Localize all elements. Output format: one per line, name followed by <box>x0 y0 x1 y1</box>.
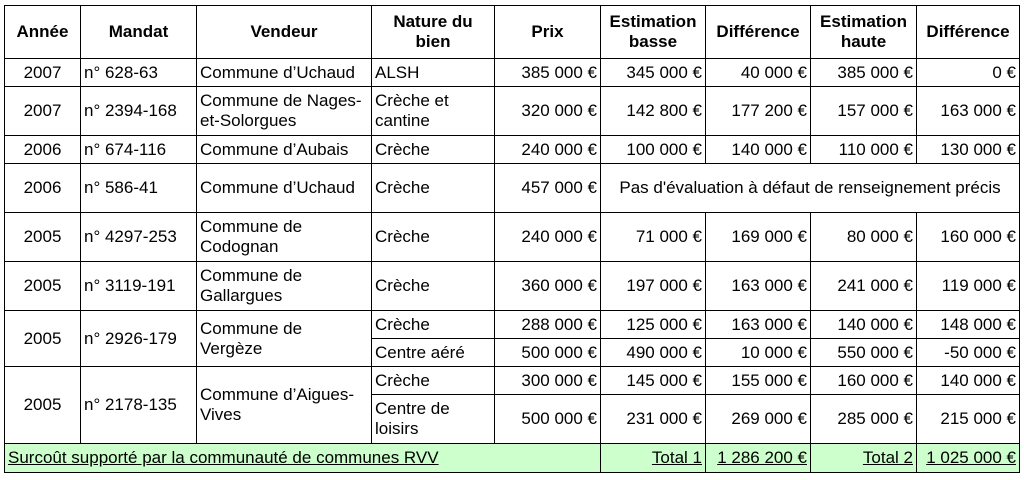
cell-estimation-basse: 231 000 € <box>601 395 706 444</box>
cell-estimation-haute: 385 000 € <box>811 59 917 87</box>
cell-difference-1: 163 000 € <box>706 311 811 339</box>
cell-prix: 240 000 € <box>495 136 601 164</box>
cell-difference-1: 10 000 € <box>706 339 811 367</box>
cell-nature: ALSH <box>372 59 495 87</box>
cell-difference-2: 215 000 € <box>917 395 1020 444</box>
cell-difference-2: -50 000 € <box>917 339 1020 367</box>
cell-estimation-haute: 110 000 € <box>811 136 917 164</box>
cell-difference-2: 0 € <box>917 59 1020 87</box>
cell-estimation-haute: 160 000 € <box>811 367 917 395</box>
cell-prix: 457 000 € <box>495 164 601 213</box>
cell-difference-1: 163 000 € <box>706 262 811 311</box>
cell-nature: Crèche et cantine <box>372 87 495 136</box>
cell-estimation-basse: 197 000 € <box>601 262 706 311</box>
cell-difference-1: 155 000 € <box>706 367 811 395</box>
cell-estimation-haute: 157 000 € <box>811 87 917 136</box>
cell-vendeur: Commune de Vergèze <box>197 311 372 367</box>
cell-difference-2: 140 000 € <box>917 367 1020 395</box>
cell-mandat: n° 628-63 <box>81 59 197 87</box>
cell-estimation-basse: 345 000 € <box>601 59 706 87</box>
cell-difference-1: 269 000 € <box>706 395 811 444</box>
cell-mandat: n° 3119-191 <box>81 262 197 311</box>
cell-estimation-haute: 140 000 € <box>811 311 917 339</box>
cell-annee: 2005 <box>5 213 81 262</box>
cell-estimation-basse: 490 000 € <box>601 339 706 367</box>
cell-estimation-basse: 145 000 € <box>601 367 706 395</box>
cell-difference-1: 169 000 € <box>706 213 811 262</box>
cell-mandat: n° 586-41 <box>81 164 197 213</box>
cell-annee: 2006 <box>5 136 81 164</box>
cell-estimation-haute: 285 000 € <box>811 395 917 444</box>
cell-prix: 320 000 € <box>495 87 601 136</box>
cell-annee: 2005 <box>5 311 81 367</box>
table-row <box>5 367 1020 395</box>
cell-prix: 385 000 € <box>495 59 601 87</box>
header-estimation-basse: Estimation basse <box>601 6 706 59</box>
cell-estimation-basse: 125 000 € <box>601 311 706 339</box>
cell-prix: 240 000 € <box>495 213 601 262</box>
cell-estimation-basse: 142 800 € <box>601 87 706 136</box>
header-row <box>5 6 1020 59</box>
cell-annee: 2005 <box>5 367 81 444</box>
cell-mandat: n° 2394-168 <box>81 87 197 136</box>
cell-prix: 288 000 € <box>495 311 601 339</box>
cell-nature: Crèche <box>372 262 495 311</box>
cell-nature: Crèche <box>372 311 495 339</box>
cell-difference-1: 40 000 € <box>706 59 811 87</box>
cell-difference-2: 119 000 € <box>917 262 1020 311</box>
cell-prix: 500 000 € <box>495 395 601 444</box>
footer-label: Surcoût supporté par la communauté de communes RVV <box>5 444 601 473</box>
cell-difference-1: 140 000 € <box>706 136 811 164</box>
cell-nature: Crèche <box>372 367 495 395</box>
cell-difference-2: 130 000 € <box>917 136 1020 164</box>
table-row <box>5 87 1020 136</box>
cell-mandat: n° 2178-135 <box>81 367 197 444</box>
table-row <box>5 213 1020 262</box>
cell-prix: 360 000 € <box>495 262 601 311</box>
total-2-label: Total 2 <box>811 444 917 473</box>
cell-estimation-haute: 80 000 € <box>811 213 917 262</box>
cell-estimation-basse: 100 000 € <box>601 136 706 164</box>
cell-difference-2: 163 000 € <box>917 87 1020 136</box>
table-row <box>5 262 1020 311</box>
cell-vendeur: Commune de Nages-et-Solorgues <box>197 87 372 136</box>
cell-estimation-haute: 241 000 € <box>811 262 917 311</box>
cell-vendeur: Commune de Gallargues <box>197 262 372 311</box>
cell-prix: 500 000 € <box>495 339 601 367</box>
header-mandat: Mandat <box>81 6 197 59</box>
cell-nature: Centre de loisirs <box>372 395 495 444</box>
table-row <box>5 136 1020 164</box>
footer-row <box>5 444 1020 473</box>
surcout-table <box>4 5 1020 473</box>
cell-nature: Crèche <box>372 136 495 164</box>
table-row <box>5 164 1020 213</box>
cell-vendeur: Commune d’Aubais <box>197 136 372 164</box>
cell-estimation-haute: 550 000 € <box>811 339 917 367</box>
cell-annee: 2007 <box>5 87 81 136</box>
cell-vendeur: Commune d’Uchaud <box>197 164 372 213</box>
cell-annee: 2005 <box>5 262 81 311</box>
cell-nature: Crèche <box>372 213 495 262</box>
header-annee: Année <box>5 6 81 59</box>
total-2-value: 1 025 000 € <box>917 444 1020 473</box>
cell-mandat: n° 2926-179 <box>81 311 197 367</box>
table-row <box>5 311 1020 339</box>
cell-estimation-basse: 71 000 € <box>601 213 706 262</box>
cell-annee: 2006 <box>5 164 81 213</box>
header-prix: Prix <box>495 6 601 59</box>
cell-annee: 2007 <box>5 59 81 87</box>
header-difference-1: Différence <box>706 6 811 59</box>
cell-nature: Crèche <box>372 164 495 213</box>
table-row <box>5 59 1020 87</box>
cell-nature: Centre aéré <box>372 339 495 367</box>
header-estimation-haute: Estimation haute <box>811 6 917 59</box>
cell-vendeur: Commune d’Uchaud <box>197 59 372 87</box>
cell-difference-2: 160 000 € <box>917 213 1020 262</box>
cell-prix: 300 000 € <box>495 367 601 395</box>
cell-mandat: n° 674-116 <box>81 136 197 164</box>
total-1-label: Total 1 <box>601 444 706 473</box>
header-nature: Nature du bien <box>372 6 495 59</box>
cell-vendeur: Commune de Codognan <box>197 213 372 262</box>
cell-difference-1: 177 200 € <box>706 87 811 136</box>
total-1-value: 1 286 200 € <box>706 444 811 473</box>
cell-vendeur: Commune d’Aigues-Vives <box>197 367 372 444</box>
header-difference-2: Différence <box>917 6 1020 59</box>
header-vendeur: Vendeur <box>197 6 372 59</box>
cell-mandat: n° 4297-253 <box>81 213 197 262</box>
cell-difference-2: 148 000 € <box>917 311 1020 339</box>
no-evaluation-note: Pas d'évaluation à défaut de renseignement précis <box>601 164 1020 213</box>
